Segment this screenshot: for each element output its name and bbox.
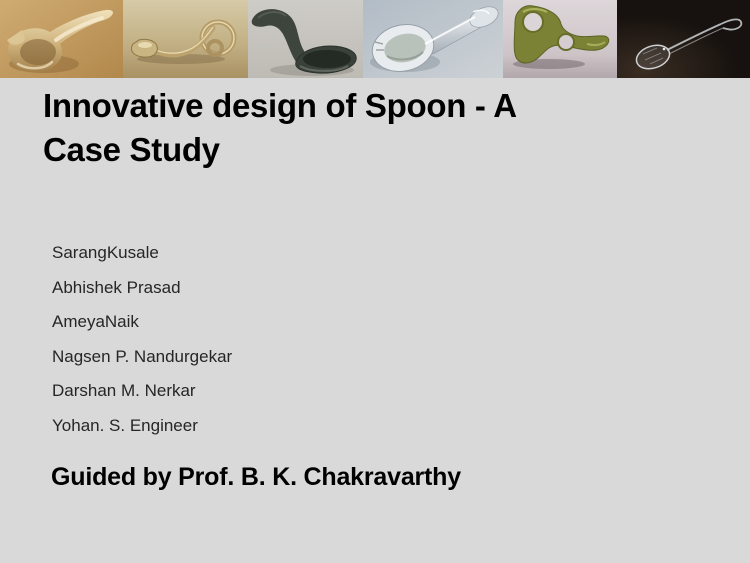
silver-spoon-image <box>363 0 503 78</box>
author-name: Abhishek Prasad <box>52 277 181 297</box>
author-name: Yohan. S. Engineer <box>52 415 198 435</box>
slide-title <box>43 84 517 172</box>
author-name: AmeyaNaik <box>52 312 139 331</box>
guided-by-credit: Guided by Prof. B. K. Chakravarthy <box>51 463 461 491</box>
photo-dark-clay-spoon <box>248 0 363 78</box>
gold-spiral-spoon-image <box>123 0 248 78</box>
photo-gold-spiral-spoon <box>123 0 248 78</box>
photo-gold-sculptural-spoon <box>0 0 123 78</box>
gold-sculptural-spoon-image <box>0 0 123 78</box>
glass-spoon-image <box>617 0 750 78</box>
photo-silver-spoon <box>363 0 503 78</box>
author-name: Nagsen P. Nandurgekar <box>52 346 233 366</box>
photo-glass-spoon <box>617 0 750 78</box>
slide-title-line2: Case Study <box>43 131 220 168</box>
slide-title-line1: Innovative design of Spoon - A <box>43 87 517 124</box>
green-ring-spoon-image <box>503 0 617 78</box>
author-name: Darshan M. Nerkar <box>52 381 196 400</box>
author-name: SarangKusale <box>52 243 159 262</box>
photo-green-ring-spoon <box>503 0 617 78</box>
author-list <box>52 236 232 443</box>
dark-clay-spoon-image <box>248 0 363 78</box>
photo-strip <box>0 0 750 78</box>
